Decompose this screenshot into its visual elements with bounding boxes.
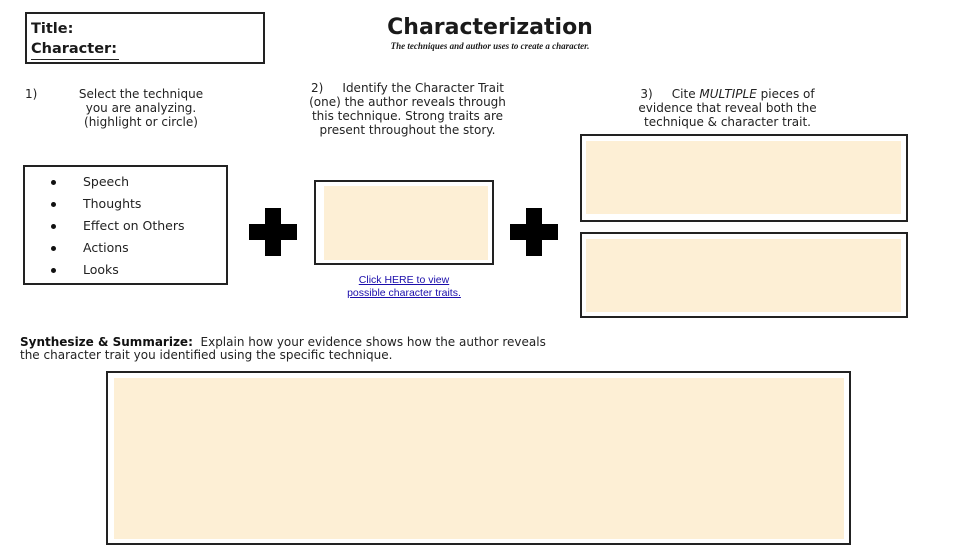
step-3-instructions <box>595 87 860 129</box>
step-2-line: (one) the author reveals through <box>309 95 506 109</box>
synthesize-instructions <box>20 336 710 362</box>
character-trait-box <box>314 180 494 265</box>
evidence-box-2 <box>580 232 908 318</box>
technique-option-speech[interactable]: Speech <box>25 171 226 193</box>
plus-icon <box>510 208 558 256</box>
character-traits-link[interactable] <box>304 274 504 300</box>
step-3-emphasis: MULTIPLE <box>699 87 757 101</box>
character-traits-link-line: possible character traits. <box>347 287 461 299</box>
page-subtitle: The techniques and author uses to create a character. <box>390 41 590 51</box>
step-1-number: 1) <box>25 87 38 101</box>
step-3-prefix: 3) Cite <box>640 87 700 101</box>
character-label: Character: <box>31 39 119 60</box>
synthesize-text: Explain how your evidence shows how the author reveals <box>192 335 546 349</box>
step-2-line: present throughout the story. <box>319 123 496 137</box>
evidence-box-1 <box>580 134 908 222</box>
step-1-line: (highlight or circle) <box>84 115 198 129</box>
synthesize-text: the character trait you identified using the specific technique. <box>20 348 393 362</box>
page-title: Characterization <box>387 15 593 40</box>
title-label: Title: <box>31 21 74 37</box>
step-2-line: 2) Identify the Character Trait <box>311 81 504 95</box>
technique-option-thoughts[interactable]: Thoughts <box>25 193 226 215</box>
step-1-line: you are analyzing. <box>85 101 197 115</box>
synthesize-label: Synthesize & Summarize: <box>20 335 193 349</box>
step-2-line: this technique. Strong traits are <box>311 109 504 123</box>
summary-box <box>106 371 851 545</box>
technique-option-looks[interactable]: Looks <box>25 259 226 281</box>
technique-option-effect-on-others[interactable]: Effect on Others <box>25 215 226 237</box>
step-2-instructions <box>270 81 545 137</box>
technique-option-actions[interactable]: Actions <box>25 237 226 259</box>
step-1-line: Select the technique <box>78 87 204 101</box>
plus-icon <box>249 208 297 256</box>
evidence-input-2[interactable] <box>586 239 901 312</box>
evidence-input-1[interactable] <box>586 141 901 214</box>
title-character-box <box>25 12 265 64</box>
step-1-instructions <box>25 87 235 129</box>
step-3-line: evidence that reveal both the <box>638 101 817 115</box>
step-3-line: technique & character trait. <box>644 115 811 129</box>
technique-list-box <box>23 165 228 285</box>
character-traits-link-line: Click HERE to view <box>358 274 450 286</box>
step-3-suffix: pieces of <box>756 87 815 101</box>
character-trait-input[interactable] <box>324 186 488 260</box>
summary-input[interactable] <box>114 378 844 539</box>
